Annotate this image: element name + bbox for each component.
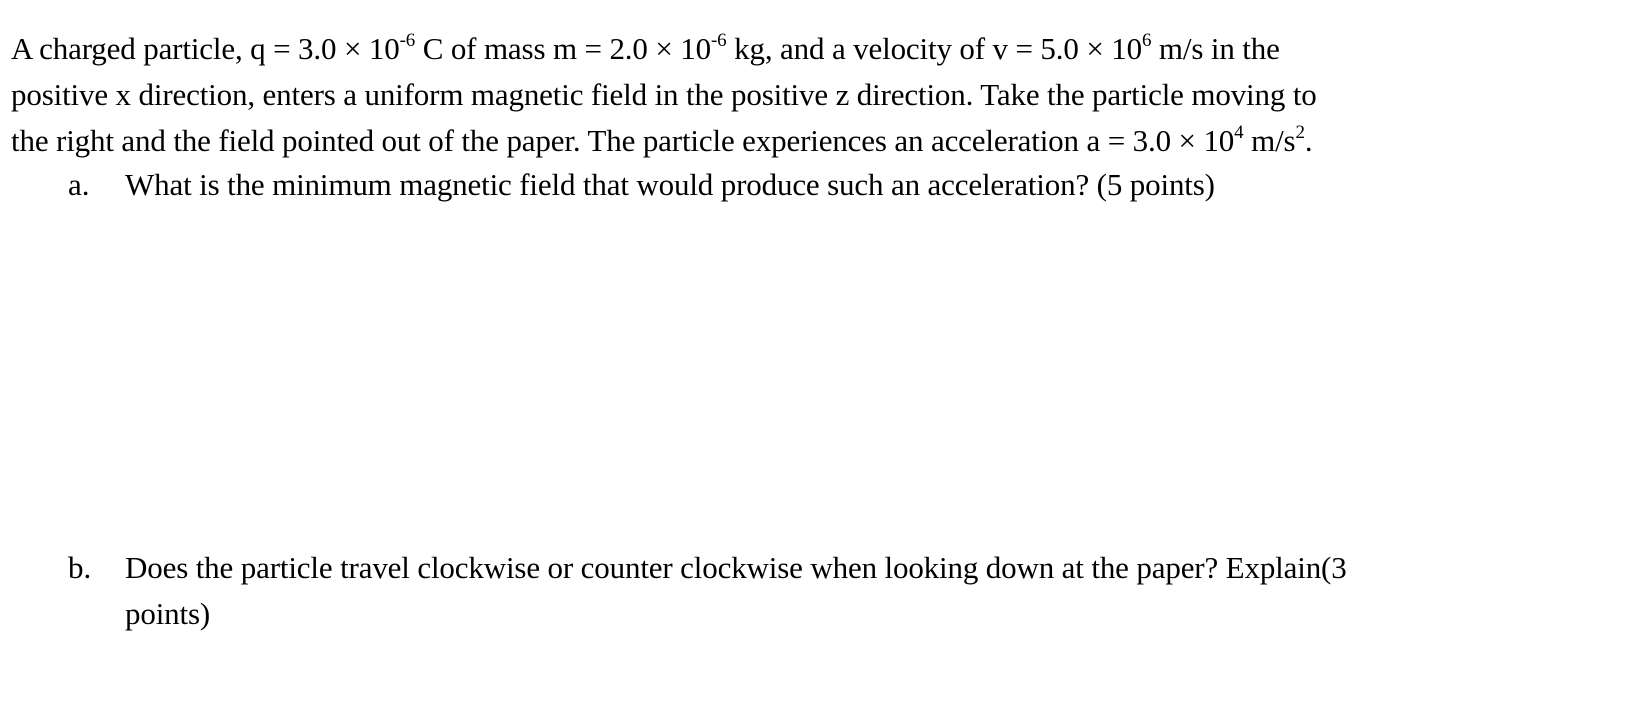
problem-statement	[11, 26, 1621, 164]
exponent: 6	[1141, 29, 1152, 51]
exponent: -6	[399, 29, 416, 51]
text-segment: m/s in the	[1151, 31, 1280, 66]
text-segment: A charged particle, q = 3.0 × 10	[11, 31, 400, 66]
question-label: b.	[68, 550, 92, 585]
text-segment: .	[1304, 123, 1313, 158]
exponent: -6	[711, 29, 727, 51]
question-text	[125, 545, 1605, 637]
question-text	[125, 162, 1605, 208]
text-segment: the right and the field pointed out of the paper. The particle experiences an acceleration a = 3.0 × 10	[11, 123, 1235, 158]
problem-line-1	[11, 26, 1621, 72]
question-line: points)	[125, 596, 211, 631]
text-segment: m/s	[1243, 123, 1296, 158]
question-line: What is the minimum magnetic field that would produce such an acceleration? (5 points)	[125, 167, 1215, 202]
exponent: 4	[1234, 121, 1244, 143]
text-segment: kg, and a velocity of v = 5.0 × 10	[726, 31, 1142, 66]
question-label: a.	[68, 167, 90, 202]
question-line: Does the particle travel clockwise or counter clockwise when looking down at the paper? Explain(3	[125, 550, 1347, 585]
exponent: 2	[1295, 121, 1305, 143]
problem-line-2: positive x direction, enters a uniform magnetic field in the positive z direction. Take the particle moving to	[11, 77, 1317, 112]
problem-line-3	[11, 118, 1621, 164]
text-segment: C of mass m = 2.0 × 10	[415, 31, 711, 66]
